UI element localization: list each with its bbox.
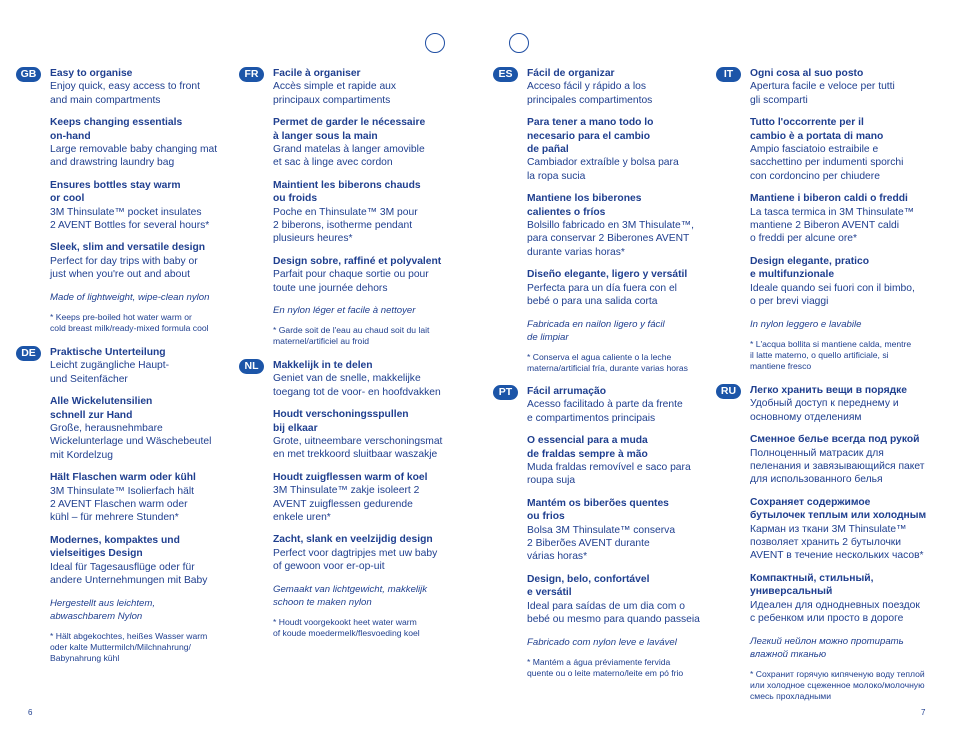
feature-block — [50, 395, 238, 462]
language-badge: RU — [716, 384, 741, 399]
feature-text: Полноценный матрасик для пеленания и завязывающийся пакет для использованного белья — [750, 447, 925, 486]
feature-block — [750, 116, 938, 183]
feature-block — [50, 241, 238, 281]
feature-title: Sleek, slim and versatile design — [50, 242, 206, 254]
language-badge: DE — [16, 346, 41, 361]
feature-block — [273, 408, 461, 462]
feature-block — [750, 67, 938, 107]
feature-block — [50, 67, 238, 107]
feature-text: Ampio fasciatoio estraibile e sacchettino per indumenti sporchi con cordoncino per chiudere — [750, 144, 904, 182]
feature-block — [527, 67, 715, 107]
feature-title: Design sobre, raffiné et polyvalent — [273, 255, 442, 267]
feature-text: Acceso fácil y rápido a los principales compartimentos — [527, 81, 653, 106]
feature-block — [273, 359, 461, 399]
section-es — [498, 67, 715, 374]
feature-text: Muda fraldas removível e saco para roupa suja — [527, 462, 691, 487]
circle-marker-right — [509, 33, 529, 53]
feature-title: Zacht, slank en veelzijdig design — [273, 534, 433, 546]
feature-text: 3M Thinsulate™ pocket insulates 2 AVENT Bottles for several hours* — [50, 206, 210, 232]
feature-block — [50, 346, 238, 386]
feature-title: Tutto l'occorrente per il cambio è a portata di mano — [750, 117, 884, 142]
feature-title: Alle Wickelutensilien schnell zur Hand — [50, 396, 153, 421]
feature-title: Design, belo, confortável e versátil — [527, 573, 650, 599]
language-badge: ES — [493, 67, 518, 82]
feature-block — [527, 268, 715, 308]
feature-text: Ideal für Tagesausflüge oder für andere Unternehmungen mit Baby — [50, 561, 208, 587]
feature-title: Diseño elegante, ligero y versátil — [527, 269, 688, 281]
feature-block — [527, 385, 715, 425]
section-ru — [720, 384, 940, 702]
feature-title: Permet de garder le nécessaire à langer sous la main — [273, 117, 426, 142]
footnote: * L'acqua bollita si mantiene calda, mentre il latte materno, o quello artificiale, si mantiene fresco — [750, 338, 912, 371]
feature-title: Facile à organiser — [273, 68, 361, 79]
footnote: * Hält abgekochtes, heißes Wasser warm oder kalte Muttermilch/Milchnahrung/ Babynahrung kühl — [50, 630, 208, 663]
feature-title: Design elegante, pratico e multifunzionale — [750, 255, 870, 281]
feature-text: Perfect for day trips with baby or just when you're out and about — [50, 255, 198, 281]
feature-text: Bolsa 3M Thinsulate™ conserva 2 Biberões AVENT durante várias horas* — [527, 524, 676, 563]
feature-block — [750, 433, 940, 487]
feature-title: Para tener a mano todo lo necesario para el cambio de pañal — [527, 117, 654, 156]
feature-text: Apertura facile e veloce per tutti gli scomparti — [750, 81, 895, 106]
feature-text: Enjoy quick, easy access to front and main compartments — [50, 81, 200, 106]
feature-text: Parfait pour chaque sortie ou pour toute une journée dehors — [273, 269, 429, 294]
circle-marker-left — [425, 33, 445, 53]
feature-title: Ogni cosa al suo posto — [750, 68, 864, 79]
feature-block — [527, 573, 715, 627]
feature-title: Mantiene los biberones calientes o fríos — [527, 193, 642, 218]
language-badge: FR — [239, 67, 264, 82]
feature-block — [527, 116, 715, 183]
feature-text: Карман из ткани 3M Thinsulate™ позволяет хранить 2 бутылочки AVENT в течение нескольких часов* — [750, 523, 924, 562]
feature-block — [527, 192, 715, 259]
feature-block — [273, 471, 461, 525]
feature-text: Perfecta para un día fuera con el bebé o para una salida corta — [527, 282, 677, 308]
feature-title: Fácil arrumação — [527, 386, 606, 397]
feature-text: Perfect voor dagtripjes met uw baby of gewoon voor er-op-uit — [273, 547, 438, 573]
language-badge: NL — [239, 359, 264, 374]
feature-block — [750, 255, 938, 309]
feature-text: 3M Thinsulate™ zakje isoleert 2 AVENT zuigflessen gedurende enkele uren* — [273, 485, 420, 524]
feature-text: Geniet van de snelle, makkelijke toegang tot de voor- en hoofdvakken — [273, 373, 441, 398]
language-badge: PT — [493, 385, 518, 400]
language-badge: IT — [716, 67, 741, 82]
feature-text: Leicht zugängliche Haupt- und Seitenfächer — [50, 360, 170, 385]
feature-block — [50, 534, 238, 588]
feature-text: Acesso facilitado à parte da frente e compartimentos principais — [527, 399, 683, 424]
feature-title: Mantém os biberões quentes ou frios — [527, 497, 669, 523]
feature-block — [273, 116, 461, 170]
feature-text: Bolsillo fabricado en 3M Thisulate™, para conservar 2 Biberones AVENT durante varias horas* — [527, 220, 694, 258]
section-nl — [244, 359, 461, 639]
material-note: Made of lightweight, wipe-clean nylon — [50, 291, 210, 303]
feature-block — [273, 255, 461, 295]
feature-title: Keeps changing essentials on-hand — [50, 117, 183, 142]
footnote: * Garde soit de l'eau au chaud soit du lait maternel/artificiel au froid — [273, 325, 430, 347]
section-de — [21, 346, 238, 664]
feature-text: Accès simple et rapide aux principaux compartiments — [273, 81, 397, 106]
feature-title: Сменное белье всегда под рукой — [750, 434, 920, 446]
feature-title: Makkelijk in te delen — [273, 360, 373, 371]
material-note: Легкий нейлон можно протирать влажной тканью — [750, 635, 904, 660]
feature-block — [273, 67, 461, 107]
section-fr — [244, 67, 461, 347]
language-badge: GB — [16, 67, 41, 82]
section-pt — [498, 385, 715, 679]
feature-title: Houdt verschoningsspullen bij elkaar — [273, 409, 409, 434]
feature-title: Легко хранить вещи в порядке — [750, 385, 908, 396]
material-note: En nylon léger et facile à nettoyer — [273, 305, 416, 317]
feature-text: Große, herausnehmbare Wickelunterlage und Wäschebeutel mit Kordelzug — [50, 423, 212, 461]
feature-text: Large removable baby changing mat and drawstring laundry bag — [50, 144, 218, 169]
feature-title: O essencial para a muda de fraldas sempre à mão — [527, 435, 648, 460]
feature-text: Cambiador extraíble y bolsa para la ropa sucia — [527, 157, 679, 182]
feature-title: Easy to organise — [50, 68, 133, 79]
feature-title: Modernes, kompaktes und vielseitiges Design — [50, 534, 180, 560]
footnote: * Mantém a água préviamente fervida quente ou o leite materno/leite em pó frio — [527, 656, 684, 678]
feature-text: Grote, uitneembare verschoningsmat en met trekkoord sluitbaar waszakje — [273, 436, 443, 461]
feature-text: 3M Thinsulate™ Isolierfach hält 2 AVENT Flaschen warm oder kühl – für mehrere Stunden* — [50, 485, 195, 524]
feature-title: Fácil de organizar — [527, 68, 615, 79]
feature-block — [273, 179, 461, 246]
feature-block — [527, 497, 715, 564]
section-it — [723, 67, 938, 372]
feature-text: Ideale quando sei fuori con il bimbo, o per brevi viaggi — [750, 282, 915, 308]
material-note: Fabricada en nailon ligero y fácil de limpiar — [527, 318, 665, 343]
feature-block — [50, 179, 238, 233]
feature-block — [750, 384, 940, 424]
feature-block — [50, 471, 238, 525]
footnote: * Keeps pre-boiled hot water warm or cold breast milk/ready-mixed formula cool — [50, 311, 209, 333]
feature-block — [750, 192, 938, 246]
page-number-right: 7 — [921, 708, 926, 717]
feature-text: Ideal para saídas de um dia com o bebé ou mesmo para quando passeia — [527, 600, 700, 626]
material-note: Hergestellt aus leichtem, abwaschbarem Nylon — [50, 597, 156, 622]
feature-title: Ensures bottles stay warm or cool — [50, 179, 181, 205]
feature-text: Идеален для однодневных поездок с ребенком или просто в дороге — [750, 599, 920, 625]
feature-block — [527, 434, 715, 488]
footnote: * Houdt voorgekookt heet water warm of koude moedermelk/flesvoeding koel — [273, 616, 420, 638]
feature-text: Удобный доступ к переднему и основному отделениям — [750, 398, 899, 423]
material-note: Fabricado com nylon leve e lavável — [527, 636, 677, 648]
feature-block — [50, 116, 238, 170]
feature-text: Grand matelas à langer amovible et sac à linge avec cordon — [273, 144, 425, 169]
footnote: * Сохранит горячую кипяченую воду теплой или холодное сцеженное молоко/молочную смесь прохладными — [750, 668, 925, 701]
section-gb — [20, 67, 238, 334]
feature-title: Mantiene i biberon caldi o freddi — [750, 193, 908, 205]
feature-title: Hält Flaschen warm oder kühl — [50, 472, 196, 484]
feature-title: Maintient les biberons chauds ou froids — [273, 179, 421, 205]
page-number-left: 6 — [28, 708, 33, 717]
feature-title: Сохраняет содержимое бутылочек теплым или холодным — [750, 496, 927, 522]
feature-title: Praktische Unterteilung — [50, 347, 166, 358]
feature-text: Poche en Thinsulate™ 3M pour 2 biberons, isotherme pendant plusieurs heures* — [273, 206, 418, 245]
material-note: In nylon leggero e lavabile — [750, 318, 862, 330]
feature-block — [273, 533, 461, 573]
feature-title: Компактный, стильный, универсальный — [750, 572, 874, 598]
feature-block — [750, 496, 940, 563]
material-note: Gemaakt van lichtgewicht, makkelijk schoon te maken nylon — [273, 583, 428, 608]
feature-block — [750, 572, 940, 626]
footnote: * Conserva el agua caliente o la leche materna/artificial fría, durante varias horas — [527, 351, 688, 373]
feature-title: Houdt zuigflessen warm of koel — [273, 471, 428, 483]
feature-text: La tasca termica in 3M Thinsulate™ mantiene 2 Biberon AVENT caldi o freddi per alcune ore* — [750, 206, 915, 245]
